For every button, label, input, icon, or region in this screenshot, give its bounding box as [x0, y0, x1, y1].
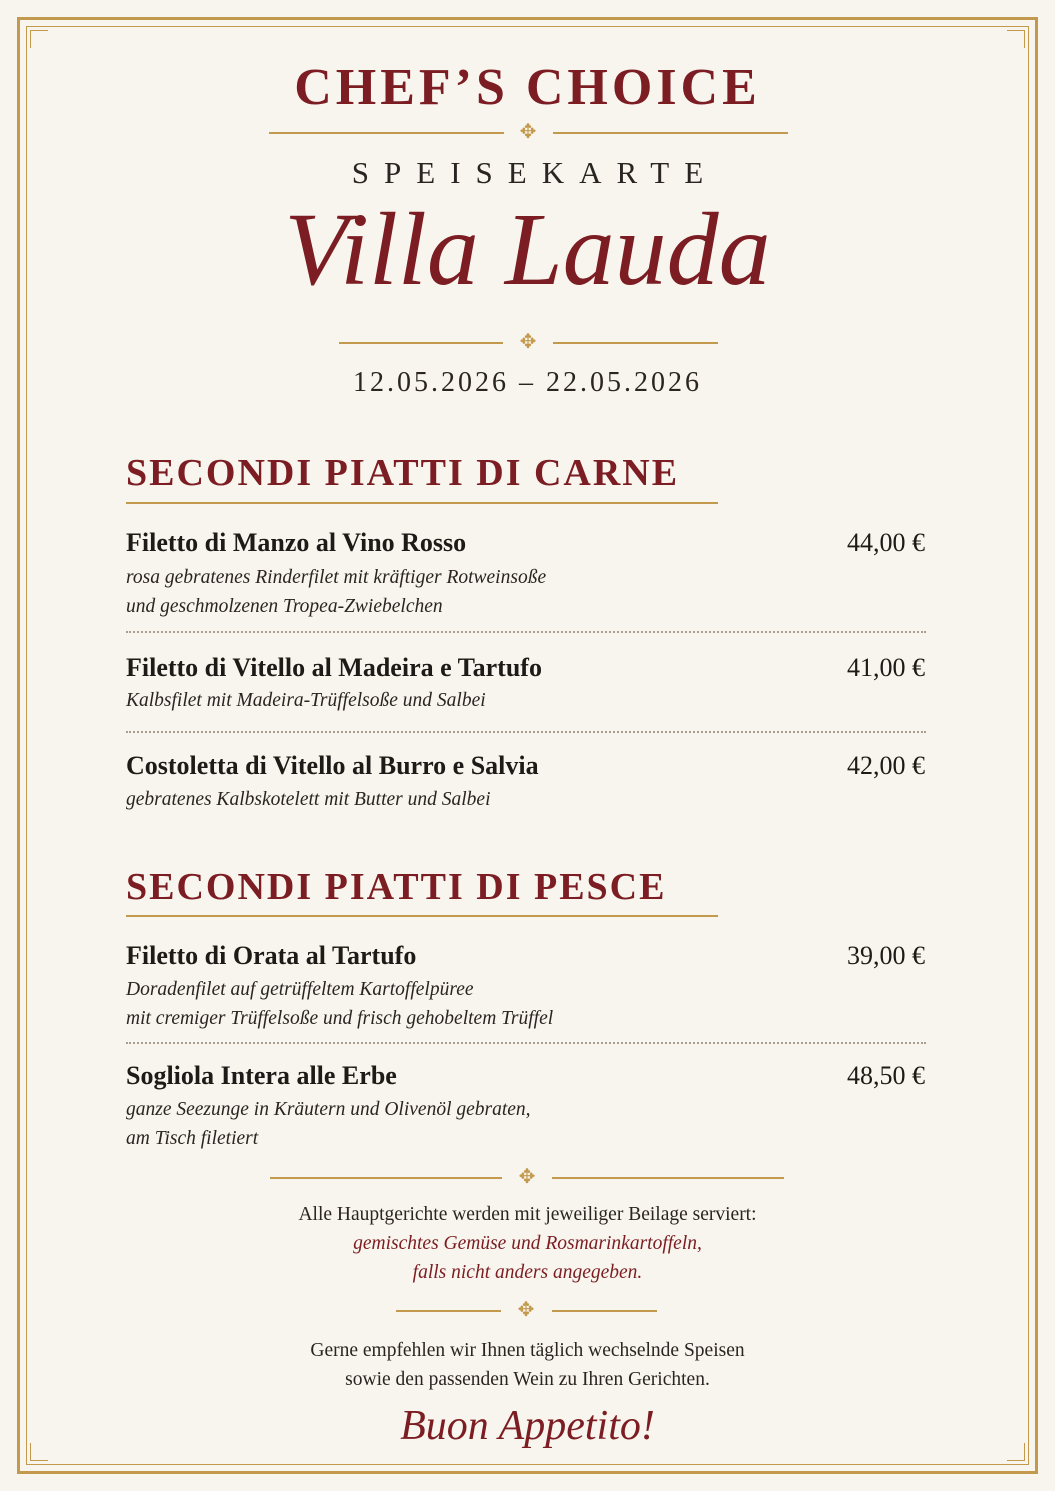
dish-name: Filetto di Vitello al Madeira e Tartufo: [126, 653, 542, 682]
menu-heading: CHEF’S CHOICE: [294, 59, 761, 116]
dish-description: Doradenfilet auf getrüffeltem Kartoffelpüree mit cremiger Trüffelsoße und frisch gehobeltem Trüffel: [126, 979, 554, 1029]
dish-description: rosa gebratenes Rinderfilet mit kräftiger Rotweinsoße und geschmolzenen Tropea-Zwiebelchen: [126, 567, 547, 617]
section-rule: [126, 915, 718, 917]
dish-price: 39,00 €: [847, 941, 925, 970]
ornament-divider-bottom: [396, 1301, 657, 1321]
dish-price: 44,00 €: [847, 528, 925, 557]
recommendation-text: Gerne empfehlen wir Ihnen täglich wechselnde Speisen sowie den passenden Wein zu Ihren Gerichten.: [310, 1340, 745, 1390]
dotted-separator: [126, 631, 926, 633]
side-dish-note: Alle Hauptgerichte werden mit jeweiliger Beilage serviert:: [298, 1204, 757, 1225]
dish-name: Filetto di Orata al Tartufo: [126, 941, 417, 970]
corner-ornament-top-left: [30, 30, 48, 48]
dish-name: Sogliola Intera alle Erbe: [126, 1061, 397, 1090]
dish-description: gebratenes Kalbskotelett mit Butter und Salbei: [126, 789, 491, 810]
fleuron-icon: ✥: [519, 331, 537, 353]
ornament-divider-footer: [270, 1168, 784, 1188]
dish-description: ganze Seezunge in Kräutern und Olivenöl gebraten, am Tisch filetiert: [126, 1099, 531, 1149]
fleuron-icon: ✥: [519, 121, 537, 143]
fleuron-icon: ✥: [517, 1299, 535, 1321]
dish-price: 48,50 €: [847, 1061, 925, 1090]
dish-price: 41,00 €: [847, 653, 925, 682]
fleuron-icon: ✥: [518, 1166, 536, 1188]
restaurant-name: Villa Lauda: [284, 192, 771, 307]
dotted-separator: [126, 1042, 926, 1044]
closing-greeting: Buon Appetito!: [400, 1403, 655, 1449]
dish-name: Costoletta di Vitello al Burro e Salvia: [126, 751, 539, 780]
section-title-pesce: SECONDI PIATTI DI PESCE: [126, 866, 667, 908]
menu-subtitle: SPEISEKARTE: [351, 155, 719, 190]
dish-description: Kalbsfilet mit Madeira-Trüffelsoße und Salbei: [126, 690, 486, 711]
dish-price: 42,00 €: [847, 751, 925, 780]
section-title-carne: SECONDI PIATTI DI CARNE: [126, 452, 680, 494]
ornament-divider-dates: [339, 333, 718, 353]
menu-dates: 12.05.2026 – 22.05.2026: [353, 367, 702, 398]
dotted-separator: [126, 731, 926, 733]
ornament-divider-top: [269, 123, 788, 143]
section-rule: [126, 502, 718, 504]
dish-name: Filetto di Manzo al Vino Rosso: [126, 528, 467, 557]
corner-ornament-top-right: [1007, 30, 1025, 48]
side-dish-list: gemischtes Gemüse und Rosmarinkartoffeln, falls nicht anders angegeben.: [353, 1233, 702, 1283]
